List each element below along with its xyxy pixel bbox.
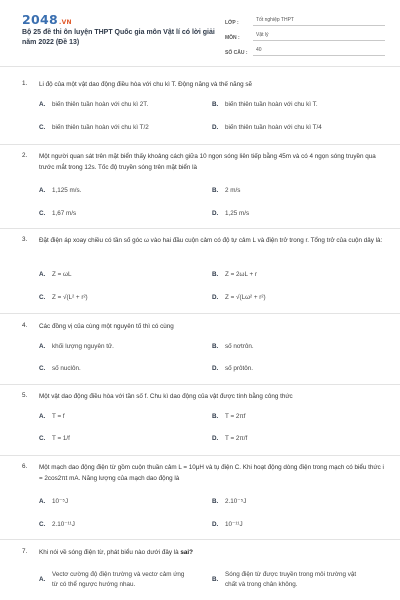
meta-row-count (225, 42, 385, 56)
option-d[interactable] (212, 433, 247, 445)
option-text: Z = ωL (52, 271, 72, 278)
question-number: 7. (22, 548, 28, 555)
question (22, 80, 382, 140)
option-letter: C. (39, 210, 46, 217)
question-text: Các đồng vị của cùng một nguyên tố thì có cùng (39, 323, 174, 330)
question (22, 152, 382, 227)
option-text: Sóng điện từ được truyền trong môi trường vật chất và trong chân không. (225, 571, 357, 588)
option-c[interactable] (39, 363, 81, 375)
question (22, 236, 382, 311)
exam-meta (225, 12, 385, 57)
option-d[interactable] (212, 292, 266, 304)
option-letter: B. (212, 343, 219, 350)
question-divider (0, 539, 400, 540)
option-letter: C. (39, 521, 46, 528)
option-text: 1,67 m/s (52, 210, 77, 217)
question-text: Một vật dao động điều hòa với tần số f. Chu kì dao động của vật được tính bằng công thức (39, 393, 293, 400)
option-letter: B. (212, 576, 219, 583)
option-letter: C. (39, 294, 46, 301)
option-letter: A. (39, 271, 46, 278)
question-text (39, 548, 384, 559)
option-text: T = 1/f (52, 435, 70, 442)
option-letter: A. (39, 101, 46, 108)
option-b[interactable] (212, 269, 257, 281)
question (22, 548, 382, 600)
option-b[interactable] (212, 99, 318, 111)
meta-row-subject (225, 27, 385, 41)
option-d[interactable] (212, 122, 322, 134)
option-letter: D. (212, 294, 219, 301)
question-text-emphasis: sai? (180, 549, 193, 556)
option-c[interactable] (39, 208, 76, 220)
option-d[interactable] (212, 363, 253, 375)
meta-value: 40 (253, 47, 385, 56)
question-text: Đặt điện áp xoay chiều có tần số góc ω vào hai đầu cuộn cảm có độ tự cảm L và điện trở trong r. Tổng trở của cuộn dây là: (39, 237, 383, 244)
option-text: biến thiên tuần hoàn với chu kì 2T. (52, 101, 149, 108)
option-letter: B. (212, 271, 219, 278)
option-letter: A. (39, 413, 46, 420)
option-letter: A. (39, 187, 46, 194)
option-text: 1,125 m/s. (52, 187, 82, 194)
meta-value: Vật lý (253, 32, 385, 41)
option-c[interactable] (39, 433, 70, 445)
option-a[interactable] (39, 570, 192, 588)
option-d[interactable] (212, 519, 243, 531)
question (22, 463, 382, 538)
question-divider (0, 228, 400, 229)
option-a[interactable] (39, 185, 81, 197)
option-text: T = 2πf (225, 413, 246, 420)
option-a[interactable] (39, 269, 71, 281)
meta-label: MÔN : (225, 35, 240, 41)
option-text: biến thiên tuần hoàn với chu kì T. (225, 101, 318, 108)
document-title: Bộ 25 đề thi ôn luyện THPT Quốc gia môn Vật lí có lời giải năm 2022 (Đề 13) (22, 29, 215, 46)
option-letter: A. (39, 343, 46, 350)
option-text: biến thiên tuần hoàn với chu kì T/4 (225, 124, 322, 131)
option-d[interactable] (212, 208, 249, 220)
option-letter: B. (212, 187, 219, 194)
question-divider (0, 384, 400, 385)
option-text: Vectơ cường độ điện trường và vectơ cảm ứng từ có thể ngược hướng nhau. (52, 571, 185, 588)
question (22, 322, 382, 382)
option-a[interactable] (39, 411, 65, 423)
question-divider (0, 455, 400, 456)
site-logo[interactable] (22, 12, 72, 27)
meta-value: Tốt nghiệp THPT (253, 17, 385, 26)
option-letter: C. (39, 124, 46, 131)
option-letter: C. (39, 435, 46, 442)
question-number: 5. (22, 392, 28, 399)
option-letter: D. (212, 521, 219, 528)
option-text: 2 m/s (225, 187, 241, 194)
meta-label: LỚP : (225, 20, 239, 26)
option-text: T = 2π/f (225, 435, 248, 442)
option-a[interactable] (39, 341, 114, 353)
question-text-main: Khi nói về sóng điện từ, phát biểu nào dưới đây là (39, 549, 181, 556)
question-number: 2. (22, 152, 28, 159)
option-letter: D. (212, 210, 219, 217)
option-letter: D. (212, 124, 219, 131)
option-c[interactable] (39, 519, 75, 531)
option-text: 10⁻¹¹J (225, 521, 243, 528)
question-divider (0, 313, 400, 314)
option-c[interactable] (39, 292, 88, 304)
option-text: 1,25 m/s (225, 210, 250, 217)
option-text: số prôtôn. (225, 365, 254, 372)
option-b[interactable] (212, 496, 246, 508)
option-a[interactable] (39, 496, 68, 508)
option-a[interactable] (39, 99, 148, 111)
option-b[interactable] (212, 570, 365, 588)
option-text: 10⁻⁵J (52, 498, 69, 505)
option-letter: A. (39, 576, 46, 583)
option-text: 2.10⁻⁵J (225, 498, 247, 505)
question-text: Một mạch dao động điện từ gồm cuộn thuần cảm L = 10μH và tụ điện C. Khi hoạt động dòng điện trong mạch có biểu thức i = 2cos2πt mA. Năng lượng của mạch dao động là (39, 464, 384, 482)
option-text: Z = √(Lω² + r²) (225, 294, 266, 301)
option-text: T = f (52, 413, 65, 420)
option-letter: A. (39, 498, 46, 505)
question-text: Một người quan sát trên mặt biển thấy khoảng cách giữa 10 ngọn sóng liên tiếp bằng 45m và có 4 ngọn sóng truyền qua trước mắt trong 12s. Tốc độ truyền sóng trên mặt biển là (39, 153, 376, 171)
option-text: khối lượng nguyên tử. (52, 343, 114, 350)
option-letter: B. (212, 101, 219, 108)
question-text: Li độ của một vật dao động điều hòa với chu kì T. Động năng và thế năng sẽ (39, 81, 253, 88)
option-letter: D. (212, 435, 219, 442)
option-text: số nuclôn. (52, 365, 81, 372)
question-number: 4. (22, 322, 28, 329)
logo-suffix: .VN (59, 19, 72, 26)
option-text: Z = √(L² + r²) (52, 294, 88, 301)
header-divider (0, 66, 400, 67)
question-divider (0, 144, 400, 145)
question-number: 1. (22, 80, 28, 87)
meta-row-class (225, 12, 385, 26)
question (22, 392, 382, 452)
meta-label: SỐ CÂU : (225, 50, 248, 56)
option-c[interactable] (39, 122, 149, 134)
option-letter: B. (212, 413, 219, 420)
option-text: số nơtrôn. (225, 343, 254, 350)
option-text: Z = 2ωL + r (225, 271, 257, 278)
option-b[interactable] (212, 411, 246, 423)
question-number: 6. (22, 463, 28, 470)
option-letter: D. (212, 365, 219, 372)
question-number: 3. (22, 236, 28, 243)
option-text: 2.10⁻¹¹J (52, 521, 75, 528)
option-letter: B. (212, 498, 219, 505)
option-b[interactable] (212, 341, 254, 353)
logo-main: 2048 (22, 12, 58, 27)
option-b[interactable] (212, 185, 240, 197)
option-text: biến thiên tuần hoàn với chu kì T/2 (52, 124, 149, 131)
option-letter: C. (39, 365, 46, 372)
